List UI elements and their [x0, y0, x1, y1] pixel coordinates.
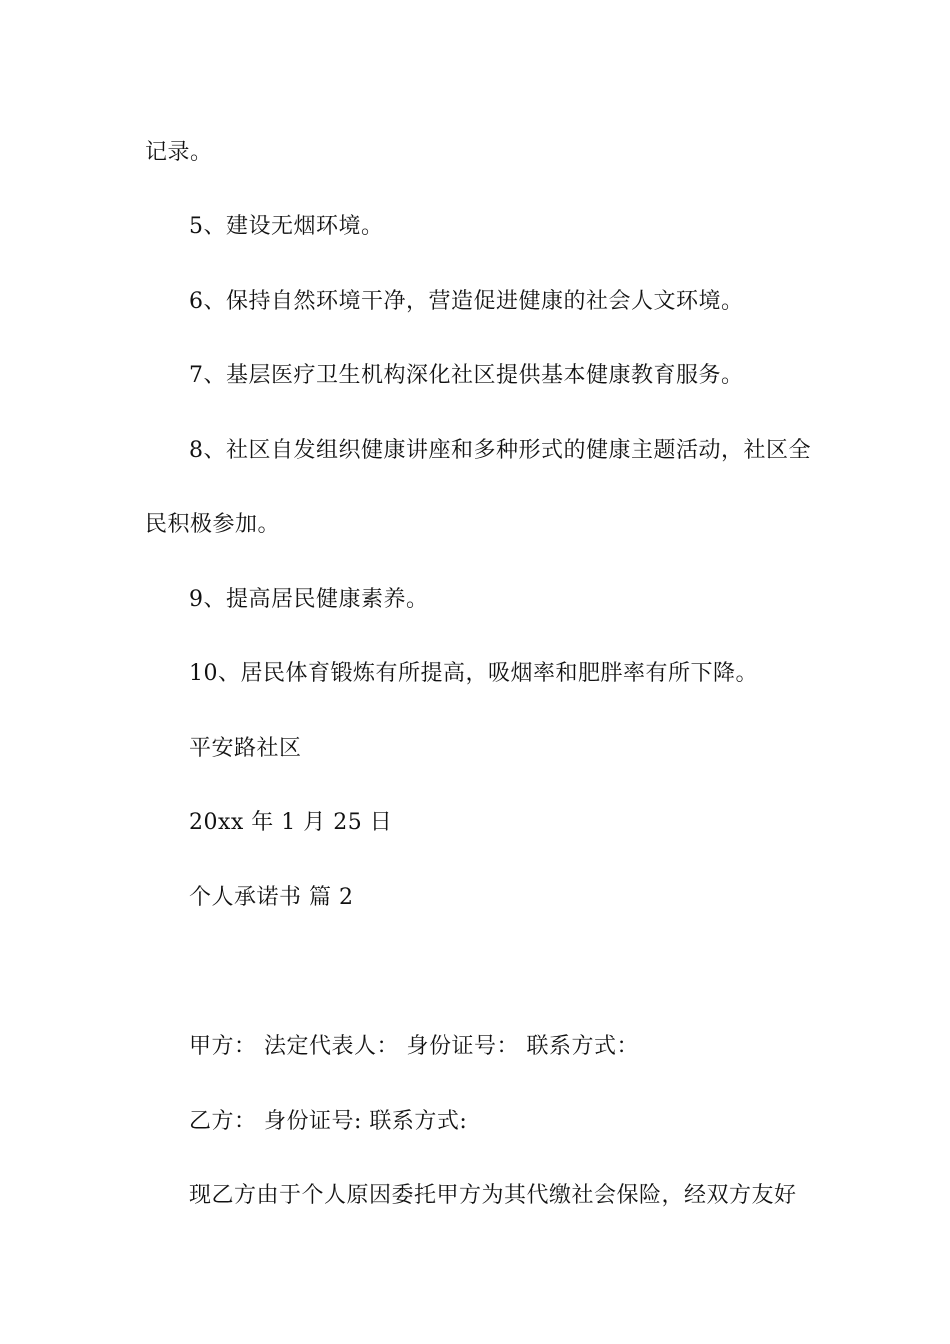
list-item-10: 10、居民体育锻炼有所提高，吸烟率和肥胖率有所下降。: [189, 661, 758, 686]
party-a-line: 甲方： 法定代表人： 身份证号： 联系方式：: [189, 1034, 639, 1059]
list-item-9: 9、提高居民健康素养。: [189, 587, 429, 612]
signature-date: 20xx 年 1 月 25 日: [189, 810, 393, 835]
body-paragraph-line: 现乙方由于个人原因委托甲方为其代缴社会保险，经双方友好: [189, 1183, 797, 1208]
party-b-line: 乙方： 身份证号: 联系方式:: [189, 1109, 468, 1134]
list-item-6: 6、保持自然环境干净，营造促进健康的社会人文环境。: [189, 289, 744, 314]
section-heading: 个人承诺书 篇 2: [189, 885, 354, 910]
signature-organization: 平安路社区: [189, 736, 302, 761]
list-item-5: 5、建设无烟环境。: [189, 214, 384, 239]
list-item-7: 7、基层医疗卫生机构深化社区提供基本健康教育服务。: [189, 363, 744, 388]
list-item-8-continued: 民积极参加。: [145, 512, 281, 537]
list-item-8: 8、社区自发组织健康讲座和多种形式的健康主题活动，社区全: [189, 438, 811, 463]
paragraph-line: 记录。: [145, 140, 213, 165]
